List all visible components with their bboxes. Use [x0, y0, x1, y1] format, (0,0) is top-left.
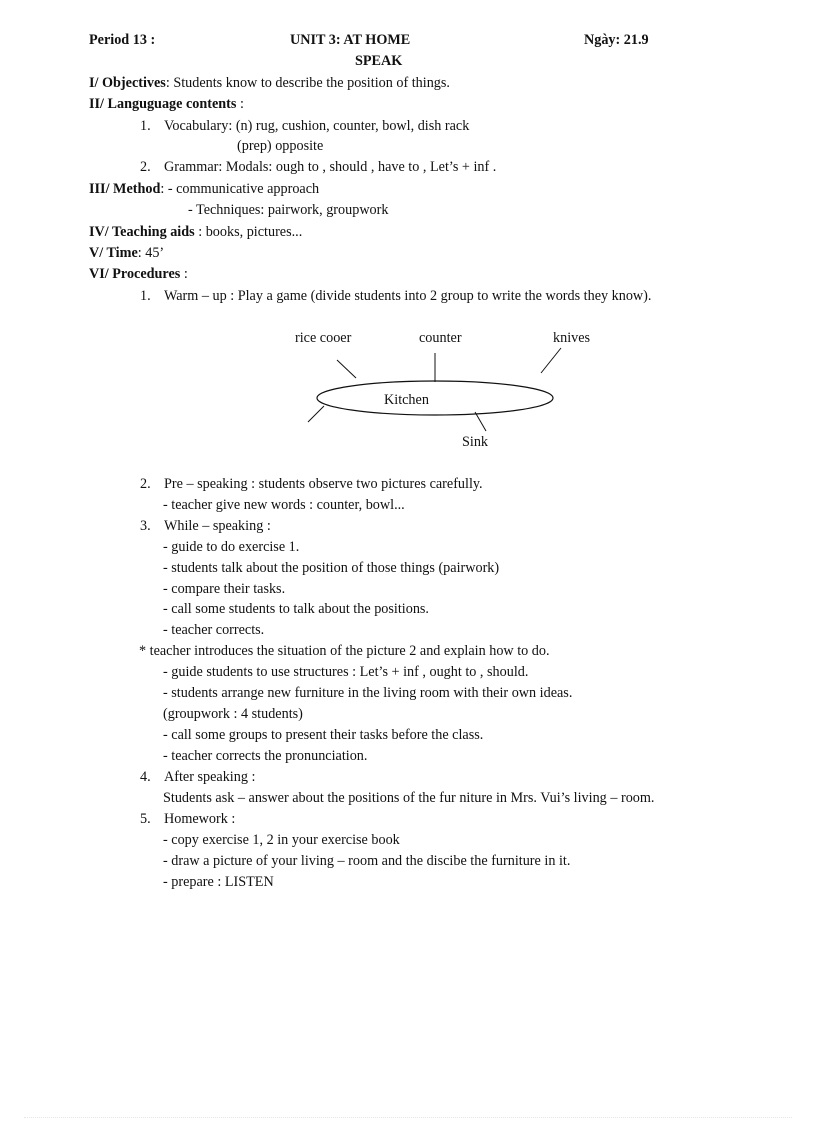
- language-label: II/ Languguage contents: [89, 96, 237, 112]
- item-text: (prep) opposite: [237, 138, 324, 154]
- step-sub-line: Students ask – answer about the positions of the fur niture in Mrs. Vui’s living – room.: [163, 790, 655, 806]
- step-after-speaking: [140, 769, 255, 786]
- step-sub-line: - teacher give new words : counter, bowl...: [163, 497, 405, 513]
- language-item: [140, 159, 496, 176]
- step-sub-line: - guide to do exercise 1.: [163, 539, 300, 555]
- item-number: 2.: [140, 159, 151, 175]
- step-sub-line: - copy exercise 1, 2 in your exercise book: [163, 832, 400, 848]
- objectives-text: : Students know to describe the position of things.: [165, 75, 450, 91]
- step-sub-line: - prepare : LISTEN: [163, 874, 274, 890]
- kitchen-word-diagram: [290, 326, 610, 456]
- step-sub-line: (groupwork : 4 students): [163, 706, 303, 722]
- procedures-colon: :: [180, 266, 188, 282]
- method-line-2: - Techniques: pairwork, groupwork: [188, 202, 389, 218]
- step-number: 3.: [140, 518, 151, 534]
- step-number: 1.: [140, 288, 151, 304]
- connector-knives: [541, 348, 561, 373]
- connector-blank: [308, 406, 324, 422]
- step-sub-line: - teacher corrects the pronunciation.: [163, 748, 368, 764]
- diagram-word: rice cooer: [295, 330, 352, 346]
- language-colon: :: [236, 96, 244, 112]
- step-number: 4.: [140, 769, 151, 785]
- aids-label: IV/ Teaching aids: [89, 224, 195, 240]
- step-warmup: [140, 288, 651, 305]
- date-label: Ngày: 21.9: [584, 32, 649, 48]
- time: [89, 245, 164, 262]
- time-text: : 45’: [137, 245, 165, 261]
- step-pre-speaking: [140, 476, 483, 493]
- diagram-center-word: Kitchen: [384, 392, 429, 408]
- page-bottom-divider: [24, 1117, 792, 1118]
- method-text: : - communicative approach: [160, 181, 320, 197]
- step-text: Warm – up : Play a game (divide students into 2 group to write the words they know).: [164, 288, 652, 304]
- step-while-speaking: [140, 518, 271, 535]
- language-heading: [89, 96, 244, 113]
- step-number: 2.: [140, 476, 151, 492]
- item-number: 1.: [140, 118, 151, 134]
- diagram-word: counter: [419, 330, 462, 346]
- step-sub-line: - guide students to use structures : Let’s + inf , ought to , should.: [163, 664, 529, 680]
- step-sub-line: - call some students to talk about the positions.: [163, 601, 429, 617]
- step-text: While – speaking :: [164, 518, 271, 534]
- step-sub-line: - compare their tasks.: [163, 581, 286, 597]
- step-sub-line: - teacher corrects.: [163, 622, 265, 638]
- step-text: Pre – speaking : students observe two pictures carefully.: [164, 476, 483, 492]
- item-text: Vocabulary: (n) rug, cushion, counter, bowl, dish rack: [164, 118, 470, 134]
- procedures-label: VI/ Procedures: [89, 266, 181, 282]
- time-label: V/ Time: [89, 245, 138, 261]
- connector-rice-cooer: [337, 360, 356, 378]
- step-sub-line: - call some groups to present their tasks before the class.: [163, 727, 484, 743]
- step-number: 5.: [140, 811, 151, 827]
- method-line: [89, 181, 319, 198]
- aids-text: : books, pictures...: [194, 224, 303, 240]
- step-homework: [140, 811, 235, 828]
- step-sub-line: - draw a picture of your living – room and the discibe the furniture in it.: [163, 853, 571, 869]
- period-label: Period 13 :: [89, 32, 156, 48]
- kitchen-ellipse: [317, 381, 553, 415]
- lesson-title: SPEAK: [355, 53, 403, 69]
- diagram-word: Sink: [462, 434, 489, 450]
- step-sub-line: - students talk about the position of those things (pairwork): [163, 560, 500, 576]
- connector-sink: [475, 412, 486, 431]
- step-text: Homework :: [164, 811, 236, 827]
- method-label: III/ Method: [89, 181, 161, 197]
- teacher-note: * teacher introduces the situation of the picture 2 and explain how to do.: [139, 643, 550, 659]
- language-item: [237, 138, 323, 155]
- unit-title: UNIT 3: AT HOME: [290, 32, 411, 48]
- objectives: [89, 75, 450, 92]
- teaching-aids: [89, 224, 302, 241]
- language-item: [140, 118, 469, 135]
- diagram-word: knives: [553, 330, 591, 346]
- procedures-heading: [89, 266, 188, 283]
- step-text: After speaking :: [164, 769, 256, 785]
- step-sub-line: - students arrange new furniture in the living room with their own ideas.: [163, 685, 573, 701]
- objectives-label: I/ Objectives: [89, 75, 166, 91]
- item-text: Grammar: Modals: ough to , should , have to , Let’s + inf .: [164, 159, 497, 175]
